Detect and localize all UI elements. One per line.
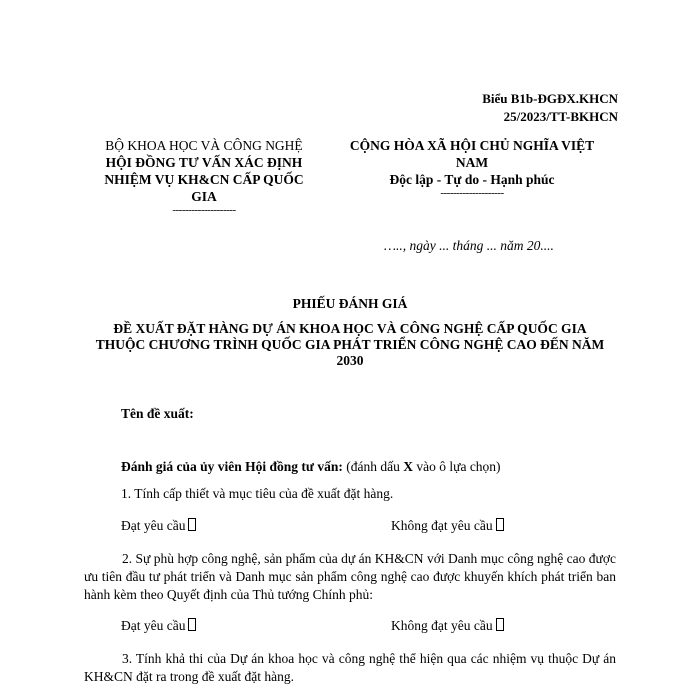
form-subtitle-line1: ĐỀ XUẤT ĐẶT HÀNG DỰ ÁN KHOA HỌC VÀ CÔNG NGHỆ CẤP QUỐC GIA (113, 321, 587, 336)
criterion-2-pass-checkbox[interactable] (188, 618, 196, 631)
evaluation-hint-mark: X (403, 459, 414, 474)
form-code-line1: Biểu B1b-ĐGĐX.KHCN (482, 91, 618, 106)
criterion-2-text: 2. Sự phù hợp công nghệ, sản phẩm của dự án KH&CN với Danh mục công nghệ cao được ưu tiên đầu tư phát triển và Danh mục sản phẩm công nghệ cao được khuyến khích phát triển ban hành kèm theo Quyết định của Thủ tướng Chính phủ: (84, 551, 616, 602)
criterion-1-fail-option[interactable] (391, 518, 504, 534)
form-subtitle (60, 321, 640, 369)
republic-name-line1: CỘNG HÒA XÃ HỘI CHỦ NGHĨA VIỆT (349, 138, 595, 153)
council-name-line2: NHIỆM VỤ KH&CN CẤP QUỐC (104, 172, 304, 187)
national-motto: Độc lập - Tự do - Hạnh phúc (389, 172, 555, 187)
form-subtitle-line3: 2030 (336, 353, 364, 368)
evaluation-hint-suffix: vào ô lựa chọn) (413, 459, 501, 474)
proposal-name-label: Tên đề xuất: (121, 406, 194, 421)
left-header-divider: -------------------- (172, 204, 236, 216)
form-subtitle-line2: THUỘC CHƯƠNG TRÌNH QUỐC GIA PHÁT TRIỂN CÔNG NGHỆ CAO ĐẾN NĂM (95, 337, 605, 352)
date-line: ….., ngày ... tháng ... năm 20.... (384, 238, 554, 253)
council-name-line3: GIA (191, 189, 217, 204)
evaluation-label: Đánh giá của ủy viên Hội đồng tư vấn: (121, 459, 343, 474)
right-header (338, 137, 606, 198)
criterion-1-pass-option[interactable] (121, 518, 196, 534)
form-title: PHIẾU ĐÁNH GIÁ (292, 296, 408, 311)
criterion-3-text: 3. Tính khả thi của Dự án khoa học và công nghệ thể hiện qua các nhiệm vụ thuộc Dự án KH&CN đặt ra trong đề xuất đặt hàng. (84, 651, 616, 684)
criterion-1-text: 1. Tính cấp thiết và mục tiêu của đề xuất đặt hàng. (121, 486, 394, 501)
left-header (88, 137, 320, 215)
evaluation-instruction (121, 459, 501, 475)
criterion-1-pass-label: Đạt yêu cầu (121, 518, 186, 533)
criterion-2-fail-checkbox[interactable] (496, 618, 504, 631)
criterion-1-fail-label: Không đạt yêu cầu (391, 518, 493, 533)
criterion-2-pass-label: Đạt yêu cầu (121, 618, 186, 633)
criterion-2-pass-option[interactable] (121, 618, 196, 634)
criterion-1-pass-checkbox[interactable] (188, 518, 196, 531)
criterion-2-fail-label: Không đạt yêu cầu (391, 618, 493, 633)
criterion-2-fail-option[interactable] (391, 618, 504, 634)
republic-name-line2: NAM (455, 155, 489, 170)
ministry-name: BỘ KHOA HỌC VÀ CÔNG NGHỆ (105, 138, 303, 153)
evaluation-hint-prefix: (đánh dấu (342, 459, 404, 474)
form-code (482, 90, 618, 126)
right-header-divider: -------------------- (440, 187, 504, 199)
form-code-line2: 25/2023/TT-BKHCN (503, 109, 618, 124)
council-name-line1: HỘI ĐỒNG TƯ VẤN XÁC ĐỊNH (105, 155, 303, 170)
criterion-1-fail-checkbox[interactable] (496, 518, 504, 531)
